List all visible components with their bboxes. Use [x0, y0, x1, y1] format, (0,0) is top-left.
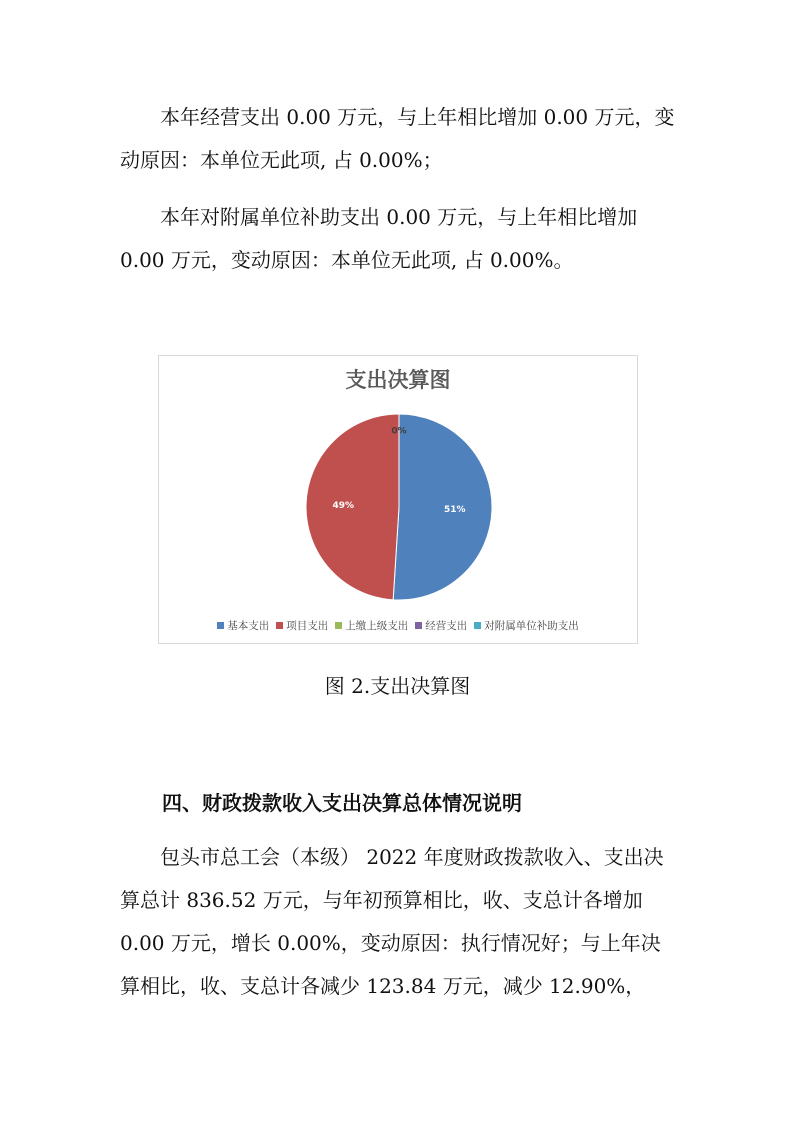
legend-swatch [474, 622, 481, 629]
pie-data-label-0: 51% [443, 504, 466, 515]
legend-item-3 [415, 618, 467, 633]
expenditure-pie-chart [158, 355, 638, 644]
legend-swatch [335, 622, 342, 629]
pie-data-label-4: 0% [391, 426, 407, 437]
section-heading: 四、财政拨款收入支出决算总体情况说明 [162, 791, 522, 815]
legend-label: 上缴上级支出 [345, 620, 409, 632]
chart-title: 支出决算图 [345, 368, 451, 392]
section-body-paragraph: 包头市总工会（本级） 2022 年度财政拨款收入、支出决算总计 836.52 万元，与年初预算相比，收、支总计各增加 0.00 万元，增长 0.00%，变动原因：执行情况好；与上年决算相比，收、支总计各减少 123.84 万元，减少 12.90%， [120, 845, 664, 998]
legend-swatch [415, 622, 422, 629]
legend-swatch [217, 622, 224, 629]
legend-swatch [276, 622, 283, 629]
legend-item-2 [335, 618, 408, 633]
operating-expense-paragraph: 本年经营支出 0.00 万元，与上年相比增加 0.00 万元，变动原因：本单位无此项, 占 0.00%； [120, 105, 675, 172]
legend-label: 项目支出 [286, 620, 329, 632]
figure-caption: 图 2.支出决算图 [324, 674, 471, 698]
pie-svg [159, 356, 637, 643]
legend-item-4 [474, 618, 579, 633]
chart-legend [159, 618, 637, 633]
legend-label: 对附属单位补助支出 [484, 620, 579, 632]
pie-slice-0 [393, 414, 492, 600]
legend-label: 经营支出 [425, 620, 468, 632]
legend-item-0 [217, 618, 269, 633]
pie-data-label-1: 49% [332, 501, 355, 512]
legend-label: 基本支出 [227, 620, 270, 632]
subsidy-expense-paragraph: 本年对附属单位补助支出 0.00 万元，与上年相比增加 0.00 万元，变动原因：本单位无此项, 占 0.00%。 [120, 205, 638, 272]
legend-item-1 [276, 618, 328, 633]
